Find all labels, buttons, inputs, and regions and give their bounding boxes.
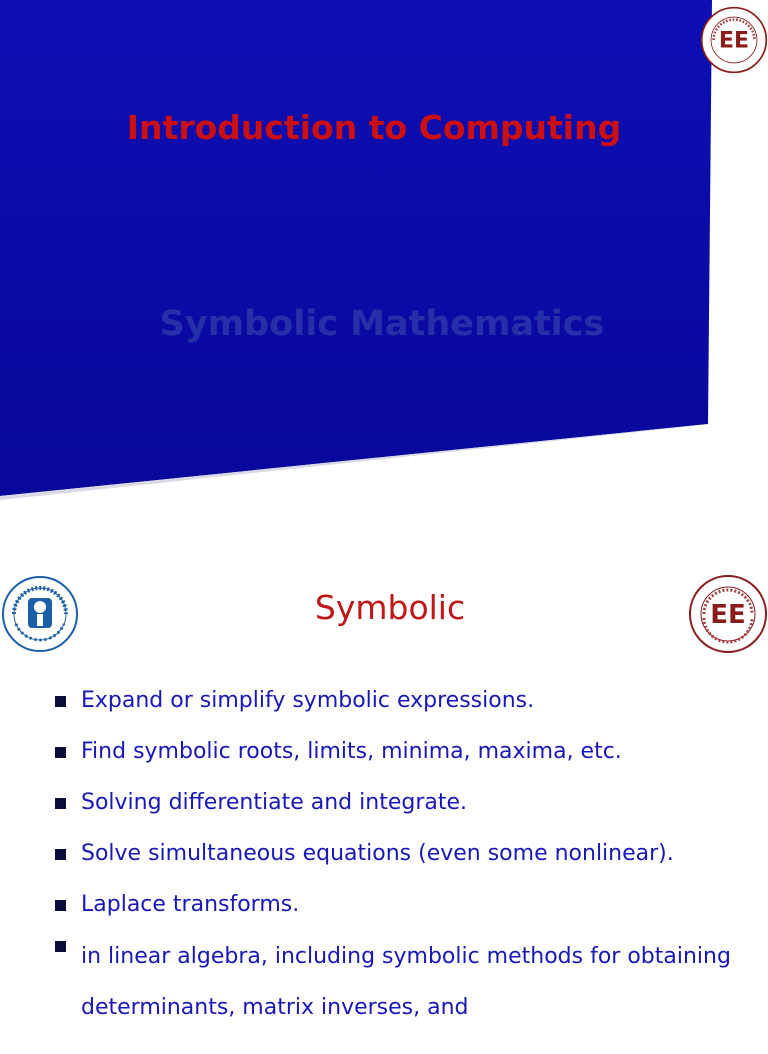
bullet-text: Laplace transforms.	[81, 892, 300, 917]
square-bullet-icon	[55, 798, 66, 809]
square-bullet-icon	[55, 747, 66, 758]
bullet-item	[55, 839, 755, 869]
bullet-text: Solve simultaneous equations (even some nonlinear).	[81, 841, 674, 866]
title-slide	[0, 0, 768, 512]
bullet-item	[55, 737, 755, 767]
bullet-text: Find symbolic roots, limits, minima, maxima, etc.	[81, 739, 622, 764]
square-bullet-icon	[55, 696, 66, 707]
ee-department-logo-icon	[700, 0, 768, 80]
bullet-list	[55, 686, 755, 1054]
bullet-item	[55, 890, 755, 920]
presentation-title: Introduction to Computing	[126, 108, 622, 147]
presentation-subtitle: Symbolic Mathematics	[159, 304, 605, 344]
bullet-text: Expand or simplify symbolic expressions.	[81, 688, 535, 713]
bullet-item	[55, 931, 755, 1033]
bullet-text: in linear algebra, including symbolic methods for obtaining determinants, matrix inverses, and	[81, 944, 731, 1020]
square-bullet-icon	[55, 849, 66, 860]
bullet-item	[55, 788, 755, 818]
bullet-text: Solving differentiate and integrate.	[81, 790, 467, 815]
square-bullet-icon	[55, 941, 66, 952]
square-bullet-icon	[55, 900, 66, 911]
ee-department-logo-right-icon	[688, 574, 768, 654]
bullet-item	[55, 686, 755, 716]
slide-title: Symbolic	[314, 588, 466, 627]
ee-logo-right-text: EE	[710, 600, 746, 630]
blue-title-panel	[0, 0, 768, 512]
ee-logo-text: EE	[718, 27, 750, 54]
